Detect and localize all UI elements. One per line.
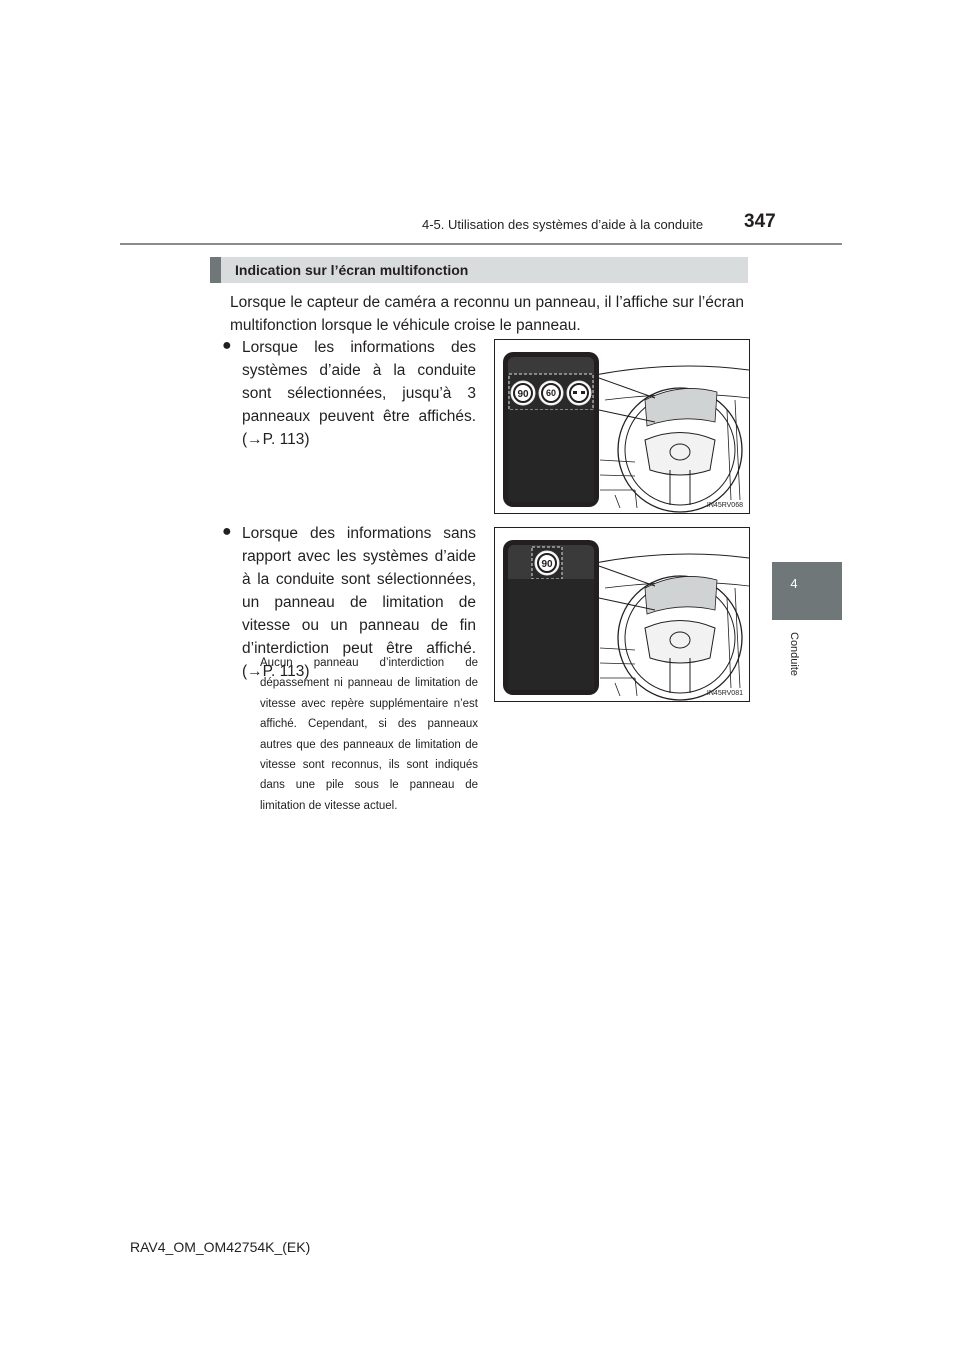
dashboard-illustration — [495, 528, 749, 701]
header-section-title: 4-5. Utilisation des systèmes d’aide à la conduite — [422, 217, 704, 232]
bullet-marker: ● — [222, 337, 232, 354]
chapter-tab — [772, 562, 842, 620]
dashboard-illustration — [495, 340, 749, 513]
page-number: 347 — [744, 211, 776, 232]
note-paragraph: Aucun panneau d’interdiction de dépassement ni panneau de limitation de vitesse avec repère supplémentaire n’est affiché. Cependant, si des panneaux autres que des panneaux de limitation de vitesse sont reconnus, ils sont indiqués dans une pile sous le panneau de limitation de vitesse actuel. — [260, 657, 478, 812]
bullet-text: Lorsque les informations des systèmes d’aide à la conduite sont sélectionnées, jusqu’à 3 panneaux peuvent être affichés. (→P. 113) — [242, 339, 476, 448]
speed-sign-60: 60 — [545, 388, 557, 398]
section-heading-text: Indication sur l’écran multifonction — [235, 262, 469, 278]
speed-sign-90: 90 — [517, 389, 529, 400]
chapter-number: 4 — [790, 576, 798, 591]
bullet-marker: ● — [222, 523, 232, 540]
figure-code: IN45RV081 — [706, 690, 743, 697]
chapter-label: Conduite — [788, 632, 800, 677]
figure-dashboard-three-signs — [494, 339, 750, 514]
header-rule — [120, 243, 842, 245]
bullet-text: Lorsque des informations sans rapport avec les systèmes d’aide à la conduite sont sélectionnées, un panneau de limitation de vitesse ou un panneau de fin d’interdiction peut être affiché. (→P. 113) — [242, 525, 476, 680]
speed-sign-90: 90 — [541, 559, 553, 570]
section-heading — [210, 257, 748, 283]
figure-dashboard-single-sign — [494, 527, 750, 702]
intro-paragraph: Lorsque le capteur de caméra a reconnu un panneau, il l’affiche sur l’écran multifonction lorsque le véhicule croise le panneau. — [230, 294, 744, 334]
footer-document-code: RAV4_OM_OM42754K_(EK) — [130, 1239, 311, 1255]
figure-code: IN45RV068 — [706, 502, 743, 509]
